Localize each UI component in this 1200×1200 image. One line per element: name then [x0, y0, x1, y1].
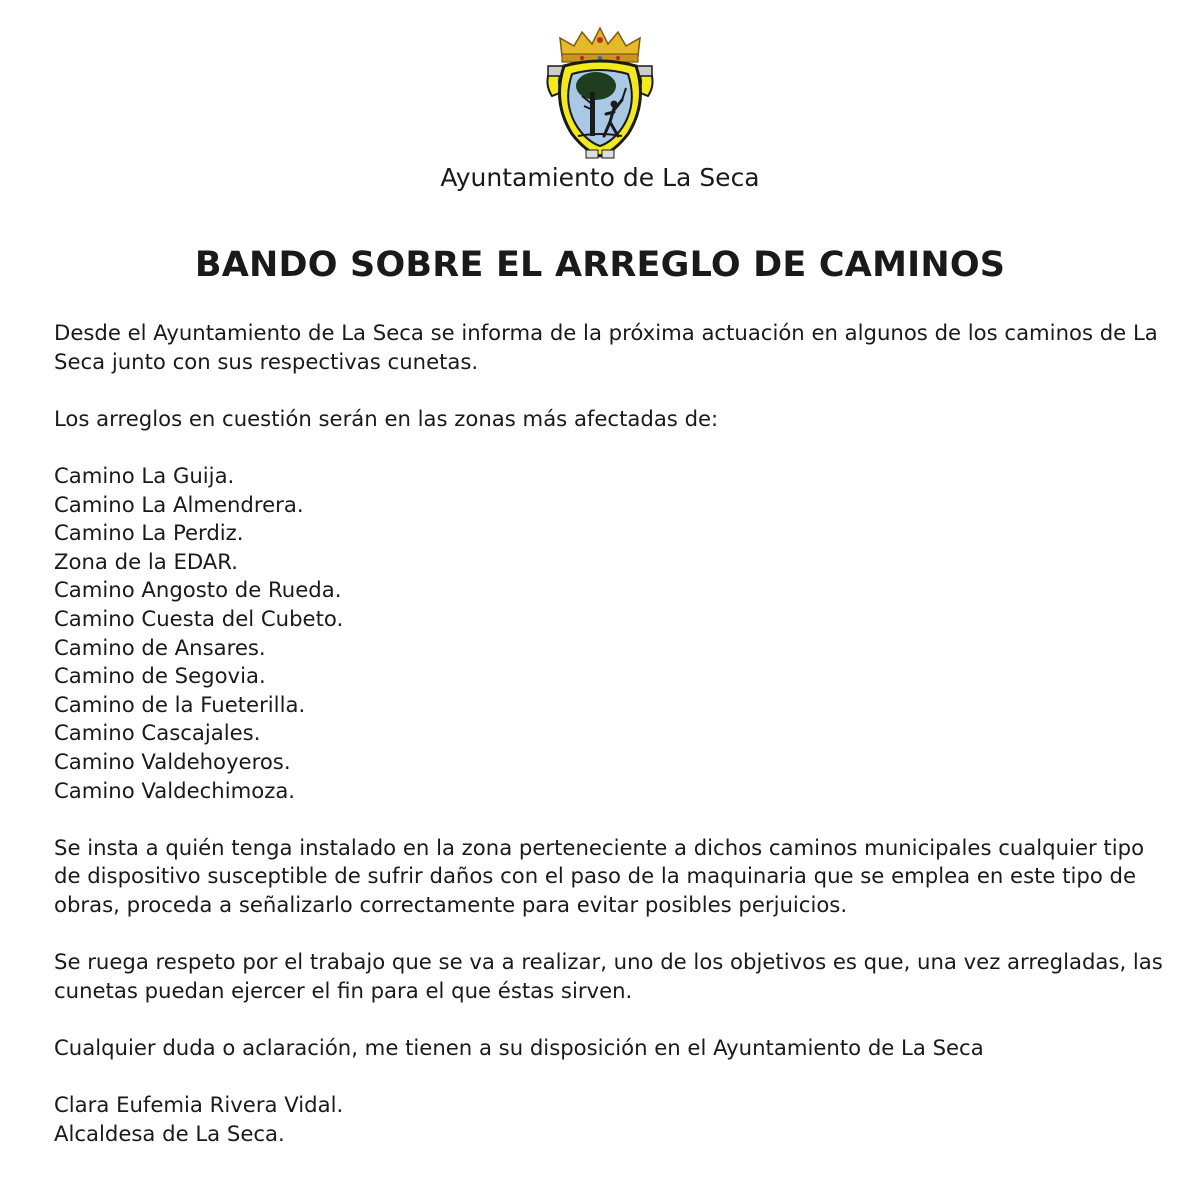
- list-item: Camino de Segovia.: [54, 663, 266, 689]
- list-item: Camino de Ansares.: [54, 634, 266, 660]
- list-item: Camino Valdehoyeros.: [54, 748, 291, 774]
- intro-paragraph: Desde el Ayuntamiento de La Seca se informa de la próxima actuación en algunos de los caminos de La Seca junto con sus respectivas cunetas.: [54, 320, 1158, 374]
- coat-of-arms-icon: [540, 26, 660, 160]
- list-item: Camino Cascajales.: [54, 720, 261, 746]
- list-item: Camino La Perdiz.: [54, 520, 244, 546]
- list-item: Zona de la EDAR.: [54, 548, 238, 574]
- letterhead: [0, 26, 1200, 193]
- list-item: Camino Angosto de Rueda.: [54, 577, 342, 603]
- devices-paragraph: Se insta a quién tenga instalado en la zona perteneciente a dichos caminos municipales cualquier tipo de dispositivo susceptible de sufrir daños con el paso de la maquinaria que se emplea en este tipo de obras, proceda a señalizarlo correctamente para evitar posibles perjuicios.: [54, 834, 1145, 917]
- document-body: [54, 319, 1164, 1148]
- roads-list: [54, 462, 1164, 805]
- list-item: Camino La Guija.: [54, 462, 235, 488]
- signatory-role: Alcaldesa de La Seca.: [54, 1120, 285, 1146]
- list-item: Camino de la Fueterilla.: [54, 691, 306, 717]
- list-item: Camino Valdechimoza.: [54, 777, 296, 803]
- list-item: Camino Cuesta del Cubeto.: [54, 605, 344, 631]
- contact-paragraph: Cualquier duda o aclaración, me tienen a su disposición en el Ayuntamiento de La Seca: [54, 1034, 984, 1060]
- list-item: Camino La Almendrera.: [54, 491, 304, 517]
- organization-name: Ayuntamiento de La Seca: [440, 163, 760, 192]
- signature-block: [54, 1091, 1164, 1148]
- signatory-name: Clara Eufemia Rivera Vidal.: [54, 1092, 344, 1118]
- document-title: BANDO SOBRE EL ARREGLO DE CAMINOS: [194, 245, 1006, 285]
- respect-paragraph: Se ruega respeto por el trabajo que se va a realizar, uno de los objetivos es que, una vez arregladas, las cunetas puedan ejercer el fin para el que éstas sirven.: [54, 949, 1163, 1003]
- list-intro: Los arreglos en cuestión serán en las zonas más afectadas de:: [54, 405, 719, 431]
